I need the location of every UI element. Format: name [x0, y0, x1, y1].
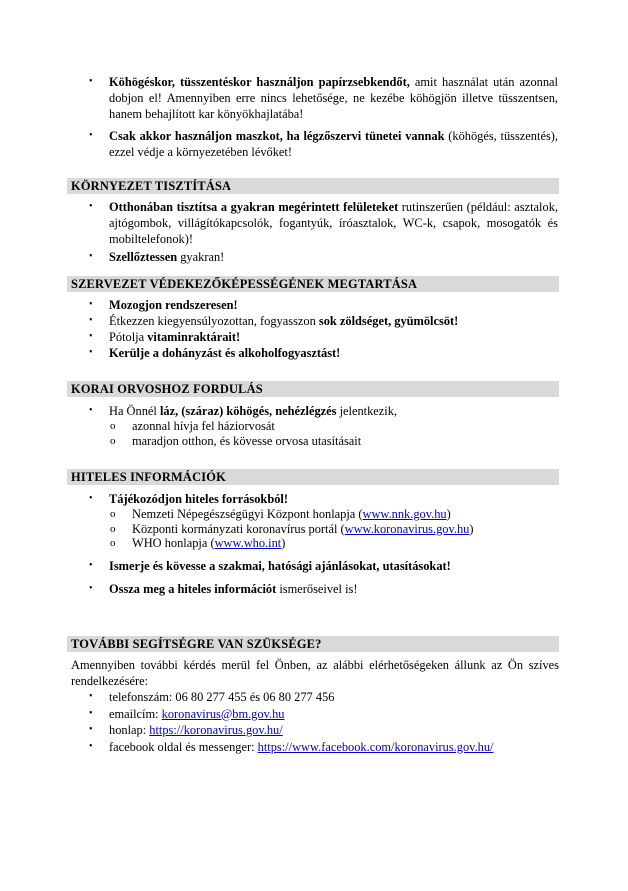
- bullet-text: ismerőseivel is!: [276, 581, 358, 596]
- contact-item-website: [88, 722, 558, 739]
- list-item: [88, 329, 558, 345]
- bullet-strong-text: Tájékozódjon hiteles forrásokból!: [109, 492, 288, 506]
- bullet-icon: •: [89, 493, 93, 504]
- section-heading-immunity: SZERVEZET VÉDEKEZŐKÉPESSÉGÉNEK MEGTARTÁSA: [67, 276, 559, 292]
- bullet-icon: •: [89, 130, 93, 141]
- section-heading-doctor: KORAI ORVOSHOZ FORDULÁS: [67, 381, 559, 397]
- circle-bullet-icon: o: [110, 537, 116, 549]
- sub-list-item: [67, 536, 558, 551]
- bullet-strong-text: Kerülje a dohányzást és alkoholfogyasztást!: [109, 346, 341, 360]
- bullet-text: Pótolja: [109, 330, 148, 344]
- environment-bullet-list: [88, 199, 558, 265]
- bullet-icon: •: [89, 201, 93, 212]
- who-link[interactable]: www.who.int: [214, 536, 282, 550]
- bullet-strong-text: Ismerje és kövesse a szakmai, hatósági ajánlásokat, utasításokat!: [109, 558, 451, 573]
- sub-item-text: ): [281, 536, 286, 550]
- circle-bullet-icon: o: [110, 522, 116, 535]
- bullet-icon: •: [89, 331, 93, 342]
- bullet-icon: •: [89, 347, 93, 358]
- contact-item-facebook: [88, 739, 558, 756]
- contact-item-phone: [88, 689, 558, 706]
- list-item: [88, 74, 558, 122]
- bullet-strong-text: Mozogjon rendszeresen!: [109, 298, 238, 312]
- bullet-strong-text: Szellőztessen: [109, 250, 178, 264]
- list-item: [88, 558, 558, 574]
- sub-list-item: [67, 522, 558, 537]
- bullet-text: (köhögés, tüsszentés), ezzel védje a környezetében lévőket!: [109, 129, 558, 159]
- nnk-link[interactable]: www.nnk.gov.hu: [362, 507, 447, 521]
- sub-item-text: maradjon otthon, és kövesse orvosa utasításait: [132, 433, 362, 448]
- sub-list-item: [67, 419, 558, 434]
- section-heading-info: HITELES INFORMÁCIÓK: [67, 469, 559, 485]
- bullet-text: jelentkezik,: [336, 404, 398, 418]
- bullet-icon: •: [89, 251, 93, 262]
- bullet-text: gyakran!: [177, 250, 225, 264]
- info-bullet-list: [88, 491, 558, 597]
- bullet-strong-text: Köhögéskor, tüsszentéskor használjon papírzsebkendőt,: [109, 75, 410, 89]
- contact-list: [88, 689, 558, 755]
- bullet-text: Étkezzen kiegyensúlyozottan, fogyasszon: [109, 314, 319, 328]
- contact-label: facebook oldal és messenger:: [109, 739, 258, 754]
- bullet-icon: •: [89, 707, 93, 719]
- section-heading-help: TOVÁBBI SEGÍTSÉGRE VAN SZÜKSÉGE?: [67, 636, 559, 652]
- bullet-strong-text: sok zöldséget, gyümölcsöt!: [318, 314, 459, 328]
- intro-bullet-list: [88, 74, 558, 160]
- bullet-icon: •: [89, 76, 93, 87]
- contact-item-email: [88, 706, 558, 723]
- list-item: [88, 403, 558, 419]
- sub-item-text: Központi kormányzati koronavírus portál (: [132, 521, 345, 536]
- bullet-strong-text: vitaminraktárait!: [147, 330, 241, 344]
- bullet-icon: •: [89, 405, 93, 416]
- bullet-icon: •: [89, 691, 93, 702]
- phone-number: 06 80 277 455 és 06 80 277 456: [175, 690, 335, 704]
- bullet-strong-text: Csak akkor használjon maszkot, ha légzőszervi tünetei vannak: [109, 129, 445, 143]
- bullet-icon: •: [89, 582, 93, 594]
- bullet-icon: •: [89, 299, 93, 310]
- help-intro-text: Amennyiben további kérdés merül fel Önben, az alábbi elérhetőségeken állunk az Ön szíves rendelkezésére:: [71, 658, 559, 688]
- koronavirus-portal-link[interactable]: www.koronavirus.gov.hu: [344, 521, 470, 536]
- contact-label: telefonszám:: [109, 690, 176, 704]
- sub-list-item: [67, 507, 558, 522]
- list-item: [88, 199, 558, 247]
- sub-item-text: ): [469, 521, 474, 536]
- list-item: [88, 249, 558, 265]
- list-item: [88, 345, 558, 361]
- list-item: [88, 128, 558, 160]
- bullet-text: amit használat után azonnal dobjon el! Amennyiben erre nincs lehetősége, ne kezébe köhögjön illetve tüsszentsen, hanem behajlított kar könyökhajlatába!: [109, 75, 558, 121]
- email-link[interactable]: koronavirus@bm.gov.hu: [161, 706, 285, 721]
- list-item: [88, 313, 558, 329]
- contact-label: emailcím:: [109, 706, 162, 721]
- bullet-text: Ha Önnél: [109, 404, 160, 418]
- doctor-bullet-list: [88, 403, 558, 448]
- bullet-strong-text: Ossza meg a hiteles információt: [109, 581, 277, 596]
- contact-label: honlap:: [109, 723, 150, 737]
- sub-list-item: [67, 434, 558, 449]
- bullet-icon: •: [89, 740, 93, 752]
- circle-bullet-icon: o: [110, 434, 116, 447]
- sub-item-text: azonnal hívja fel háziorvosát: [132, 419, 275, 433]
- bullet-icon: •: [89, 559, 93, 571]
- sub-item-text: Nemzeti Népegészségügyi Központ honlapja (: [132, 507, 363, 521]
- list-item: [88, 491, 558, 507]
- facebook-link[interactable]: https://www.facebook.com/koronavirus.gov.hu/: [257, 739, 494, 754]
- list-item: [88, 297, 558, 313]
- website-link[interactable]: https://koronavirus.gov.hu/: [149, 723, 283, 737]
- circle-bullet-icon: o: [110, 420, 116, 432]
- circle-bullet-icon: o: [110, 508, 116, 520]
- section-heading-environment: KÖRNYEZET TISZTÍTÁSA: [67, 178, 559, 194]
- bullet-icon: •: [89, 315, 93, 326]
- immunity-bullet-list: [88, 297, 558, 361]
- sub-item-text: WHO honlapja (: [132, 536, 215, 550]
- bullet-strong-text: Otthonában tisztítsa a gyakran megérintett felületeket: [109, 200, 399, 214]
- bullet-icon: •: [89, 724, 93, 735]
- bullet-strong-text: láz, (száraz) köhögés, nehézlégzés: [159, 404, 337, 418]
- list-item: [88, 581, 558, 597]
- sub-item-text: ): [446, 507, 451, 521]
- bullet-text: rutinszerűen (például: asztalok, ajtógombok, villágítókapcsolók, fogantyúk, íróasztalok, WC-k, csapok, mosogatók és mobiltelefonok)!: [109, 200, 558, 246]
